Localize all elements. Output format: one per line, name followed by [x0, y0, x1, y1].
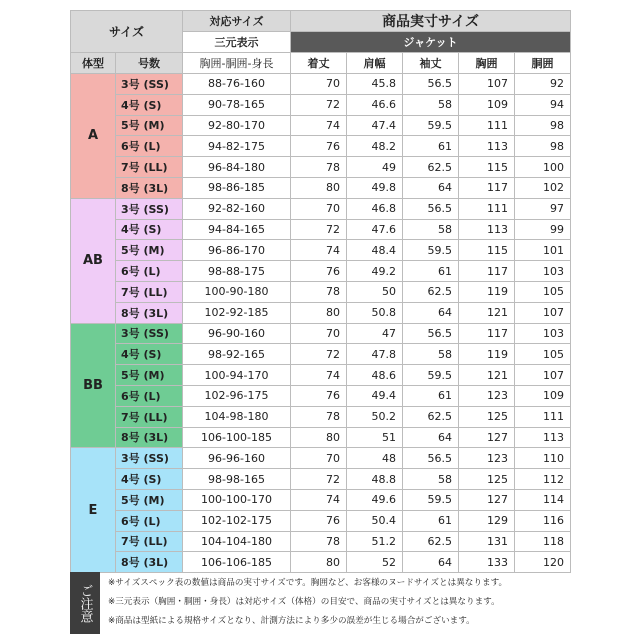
measure-cell: 99: [515, 219, 571, 240]
sangen-cell: 102-92-185: [183, 302, 291, 323]
size-code-cell: 5号 (M): [116, 240, 183, 261]
sangen-cell: 96-84-180: [183, 157, 291, 178]
sangen-cell: 102-102-175: [183, 510, 291, 531]
measure-cell: 47.8: [347, 344, 403, 365]
body-type-cell: A: [71, 74, 116, 199]
sangen-header: 三元表示: [183, 32, 291, 53]
table-row: [71, 469, 571, 490]
measure-cell: 70: [291, 74, 347, 95]
measure-cell: 125: [459, 406, 515, 427]
measure-cell: 48: [347, 448, 403, 469]
note-line: ※三元表示（胸囲・胴囲・身長）は対応サイズ（体格）の目安で、商品の実寸サイズとは異なります。: [108, 597, 500, 607]
size-code-cell: 3号 (SS): [116, 323, 183, 344]
measure-cell: 56.5: [403, 323, 459, 344]
measure-cell: 80: [291, 302, 347, 323]
measure-cell: 74: [291, 240, 347, 261]
measure-cell: 107: [515, 365, 571, 386]
measure-cell: 109: [459, 94, 515, 115]
sangen-cell: 94-84-165: [183, 219, 291, 240]
measure-cell: 103: [515, 261, 571, 282]
measure-cell: 59.5: [403, 115, 459, 136]
size-spec-table: [70, 10, 571, 573]
sangen-cell: 104-98-180: [183, 406, 291, 427]
measure-cell: 105: [515, 281, 571, 302]
size-header: サイズ: [71, 11, 183, 53]
measure-cell: 72: [291, 469, 347, 490]
measure-cell: 116: [515, 510, 571, 531]
table-row: [71, 94, 571, 115]
measure-cell: 117: [459, 323, 515, 344]
measure-cell: 97: [515, 198, 571, 219]
measure-cell: 123: [459, 385, 515, 406]
measure-cell: 110: [515, 448, 571, 469]
measure-cell: 70: [291, 448, 347, 469]
measure-cell: 76: [291, 510, 347, 531]
measure-cell: 72: [291, 94, 347, 115]
measure-cell: 78: [291, 531, 347, 552]
measure-cell: 103: [515, 323, 571, 344]
measure-cell: 62.5: [403, 281, 459, 302]
measure-cell: 94: [515, 94, 571, 115]
size-code-cell: 4号 (S): [116, 94, 183, 115]
measure-cell: 131: [459, 531, 515, 552]
measure-cell: 58: [403, 344, 459, 365]
measure-cell: 78: [291, 406, 347, 427]
measure-cell: 62.5: [403, 531, 459, 552]
body-type-cell: E: [71, 448, 116, 573]
measure-cell: 112: [515, 469, 571, 490]
size-code-cell: 6号 (L): [116, 261, 183, 282]
measure-cell: 62.5: [403, 157, 459, 178]
measure-cell: 107: [459, 74, 515, 95]
sangen-cell: 104-104-180: [183, 531, 291, 552]
measure-cell: 74: [291, 115, 347, 136]
measure-cell: 49.2: [347, 261, 403, 282]
measure-cell: 47.6: [347, 219, 403, 240]
table-row: [71, 136, 571, 157]
notes-section: [70, 572, 570, 634]
size-code-cell: 4号 (S): [116, 469, 183, 490]
measure-cell: 113: [459, 219, 515, 240]
measure-cell: 61: [403, 510, 459, 531]
size-code-cell: 7号 (LL): [116, 281, 183, 302]
body-type-cell: BB: [71, 323, 116, 448]
sangen-cell: 98-88-175: [183, 261, 291, 282]
measure-cell: 107: [515, 302, 571, 323]
measure-cell: 76: [291, 136, 347, 157]
measure-cell: 98: [515, 136, 571, 157]
measure-cell: 115: [459, 240, 515, 261]
measure-cell: 129: [459, 510, 515, 531]
sangen-cell: 96-86-170: [183, 240, 291, 261]
measure-cell: 114: [515, 489, 571, 510]
notes-lines: [108, 574, 570, 631]
measure-cell: 117: [459, 177, 515, 198]
measure-cell: 123: [459, 448, 515, 469]
size-code-cell: 8号 (3L): [116, 552, 183, 573]
measure-cell: 111: [459, 115, 515, 136]
measure-cell: 72: [291, 219, 347, 240]
sangen-cell: 96-96-160: [183, 448, 291, 469]
body-type-header: 体型: [71, 53, 116, 74]
table-row: [71, 365, 571, 386]
sangen-cell: 102-96-175: [183, 385, 291, 406]
measure-cell: 101: [515, 240, 571, 261]
measure-cell: 51.2: [347, 531, 403, 552]
measure-cell: 48.6: [347, 365, 403, 386]
measure-cell: 49.4: [347, 385, 403, 406]
measure-cell: 118: [515, 531, 571, 552]
sangen-cell: 100-90-180: [183, 281, 291, 302]
measure-cell: 47.4: [347, 115, 403, 136]
measure-cell: 113: [459, 136, 515, 157]
measure-cell: 58: [403, 94, 459, 115]
measure-cell: 48.2: [347, 136, 403, 157]
measure-cell: 80: [291, 427, 347, 448]
sangen-cell: 100-100-170: [183, 489, 291, 510]
measure-cell: 78: [291, 281, 347, 302]
measure-cell: 127: [459, 427, 515, 448]
measure-cell: 127: [459, 489, 515, 510]
col-header-doui: 胴囲: [515, 53, 571, 74]
sangen-cell: 98-98-165: [183, 469, 291, 490]
table-row: [71, 240, 571, 261]
measure-cell: 70: [291, 323, 347, 344]
size-no-header: 号数: [116, 53, 183, 74]
measure-cell: 70: [291, 198, 347, 219]
measure-cell: 121: [459, 302, 515, 323]
table-row: [71, 552, 571, 573]
table-row: [71, 157, 571, 178]
measure-cell: 133: [459, 552, 515, 573]
note-line: ※商品は型紙による規格サイズとなり、計測方法により多少の誤差が生じる場合がございます。: [108, 616, 475, 626]
size-code-cell: 7号 (LL): [116, 531, 183, 552]
measure-cell: 56.5: [403, 198, 459, 219]
size-code-cell: 3号 (SS): [116, 198, 183, 219]
measure-cell: 64: [403, 427, 459, 448]
measure-cell: 56.5: [403, 74, 459, 95]
size-code-cell: 7号 (LL): [116, 157, 183, 178]
measure-cell: 50.8: [347, 302, 403, 323]
size-code-cell: 4号 (S): [116, 344, 183, 365]
measure-cell: 115: [459, 157, 515, 178]
measure-cell: 92: [515, 74, 571, 95]
measure-cell: 74: [291, 489, 347, 510]
sangen-cell: 94-82-175: [183, 136, 291, 157]
measure-cell: 59.5: [403, 240, 459, 261]
measure-cell: 80: [291, 177, 347, 198]
measure-cell: 80: [291, 552, 347, 573]
sangen-cell: 88-76-160: [183, 74, 291, 95]
table-row: [71, 177, 571, 198]
size-code-cell: 7号 (LL): [116, 406, 183, 427]
size-code-cell: 3号 (SS): [116, 74, 183, 95]
measure-cell: 61: [403, 385, 459, 406]
table-row: [71, 219, 571, 240]
sangen-cell: 98-92-165: [183, 344, 291, 365]
measure-cell: 74: [291, 365, 347, 386]
measure-cell: 58: [403, 219, 459, 240]
measure-cell: 76: [291, 261, 347, 282]
measure-cell: 59.5: [403, 365, 459, 386]
measure-cell: 46.8: [347, 198, 403, 219]
size-code-cell: 5号 (M): [116, 489, 183, 510]
measure-cell: 76: [291, 385, 347, 406]
size-code-cell: 8号 (3L): [116, 427, 183, 448]
size-code-cell: 3号 (SS): [116, 448, 183, 469]
measure-cell: 120: [515, 552, 571, 573]
measure-cell: 51: [347, 427, 403, 448]
measure-cell: 64: [403, 177, 459, 198]
col-header-kitake: 着丈: [291, 53, 347, 74]
size-code-cell: 5号 (M): [116, 115, 183, 136]
mune-dou-header: 胸囲-胴囲-身長: [183, 53, 291, 74]
sangen-cell: 90-78-165: [183, 94, 291, 115]
measure-cell: 61: [403, 261, 459, 282]
sangen-cell: 92-82-160: [183, 198, 291, 219]
measure-cell: 50: [347, 281, 403, 302]
measure-cell: 49.6: [347, 489, 403, 510]
table-row: [71, 261, 571, 282]
measure-cell: 50.4: [347, 510, 403, 531]
table-row: [71, 531, 571, 552]
measure-cell: 102: [515, 177, 571, 198]
measure-cell: 119: [459, 281, 515, 302]
sangen-cell: 100-94-170: [183, 365, 291, 386]
measure-cell: 49: [347, 157, 403, 178]
measure-cell: 78: [291, 157, 347, 178]
measure-cell: 58: [403, 469, 459, 490]
measure-cell: 105: [515, 344, 571, 365]
note-line: ※サイズスペック表の数値は商品の実寸サイズです。胸囲など、お客様のヌードサイズとは異なります。: [108, 578, 508, 588]
body-type-cell: AB: [71, 198, 116, 323]
measure-cell: 48.8: [347, 469, 403, 490]
table-row: [71, 448, 571, 469]
table-row: [71, 427, 571, 448]
taiou-size-header: 対応サイズ: [183, 11, 291, 32]
size-code-cell: 8号 (3L): [116, 302, 183, 323]
size-code-cell: 6号 (L): [116, 510, 183, 531]
measure-cell: 49.8: [347, 177, 403, 198]
sangen-cell: 96-90-160: [183, 323, 291, 344]
col-header-munei: 胸囲: [459, 53, 515, 74]
table-row: [71, 323, 571, 344]
measure-cell: 56.5: [403, 448, 459, 469]
product-dims-header: 商品実寸サイズ: [291, 11, 571, 32]
table-row: [71, 281, 571, 302]
notes-title: ご注意: [70, 572, 100, 634]
measure-cell: 98: [515, 115, 571, 136]
measure-cell: 119: [459, 344, 515, 365]
table-row: [71, 344, 571, 365]
measure-cell: 100: [515, 157, 571, 178]
measure-cell: 64: [403, 552, 459, 573]
measure-cell: 47: [347, 323, 403, 344]
size-code-cell: 6号 (L): [116, 136, 183, 157]
measure-cell: 46.6: [347, 94, 403, 115]
measure-cell: 61: [403, 136, 459, 157]
sangen-cell: 106-106-185: [183, 552, 291, 573]
jacket-header: ジャケット: [291, 32, 571, 53]
col-header-sodetake: 袖丈: [403, 53, 459, 74]
size-code-cell: 6号 (L): [116, 385, 183, 406]
measure-cell: 111: [459, 198, 515, 219]
measure-cell: 45.8: [347, 74, 403, 95]
measure-cell: 64: [403, 302, 459, 323]
measure-cell: 59.5: [403, 489, 459, 510]
table-row: [71, 198, 571, 219]
measure-cell: 121: [459, 365, 515, 386]
table-row: [71, 385, 571, 406]
measure-cell: 48.4: [347, 240, 403, 261]
table-row: [71, 406, 571, 427]
table-row: [71, 115, 571, 136]
size-code-cell: 8号 (3L): [116, 177, 183, 198]
measure-cell: 113: [515, 427, 571, 448]
table-row: [71, 302, 571, 323]
measure-cell: 50.2: [347, 406, 403, 427]
measure-cell: 111: [515, 406, 571, 427]
sangen-cell: 98-86-185: [183, 177, 291, 198]
size-code-cell: 4号 (S): [116, 219, 183, 240]
measure-cell: 109: [515, 385, 571, 406]
measure-cell: 125: [459, 469, 515, 490]
table-row: [71, 510, 571, 531]
size-code-cell: 5号 (M): [116, 365, 183, 386]
sangen-cell: 106-100-185: [183, 427, 291, 448]
measure-cell: 62.5: [403, 406, 459, 427]
measure-cell: 52: [347, 552, 403, 573]
measure-cell: 117: [459, 261, 515, 282]
table-row: [71, 489, 571, 510]
sangen-cell: 92-80-170: [183, 115, 291, 136]
col-header-katahaba: 肩幅: [347, 53, 403, 74]
table-row: [71, 74, 571, 95]
measure-cell: 72: [291, 344, 347, 365]
